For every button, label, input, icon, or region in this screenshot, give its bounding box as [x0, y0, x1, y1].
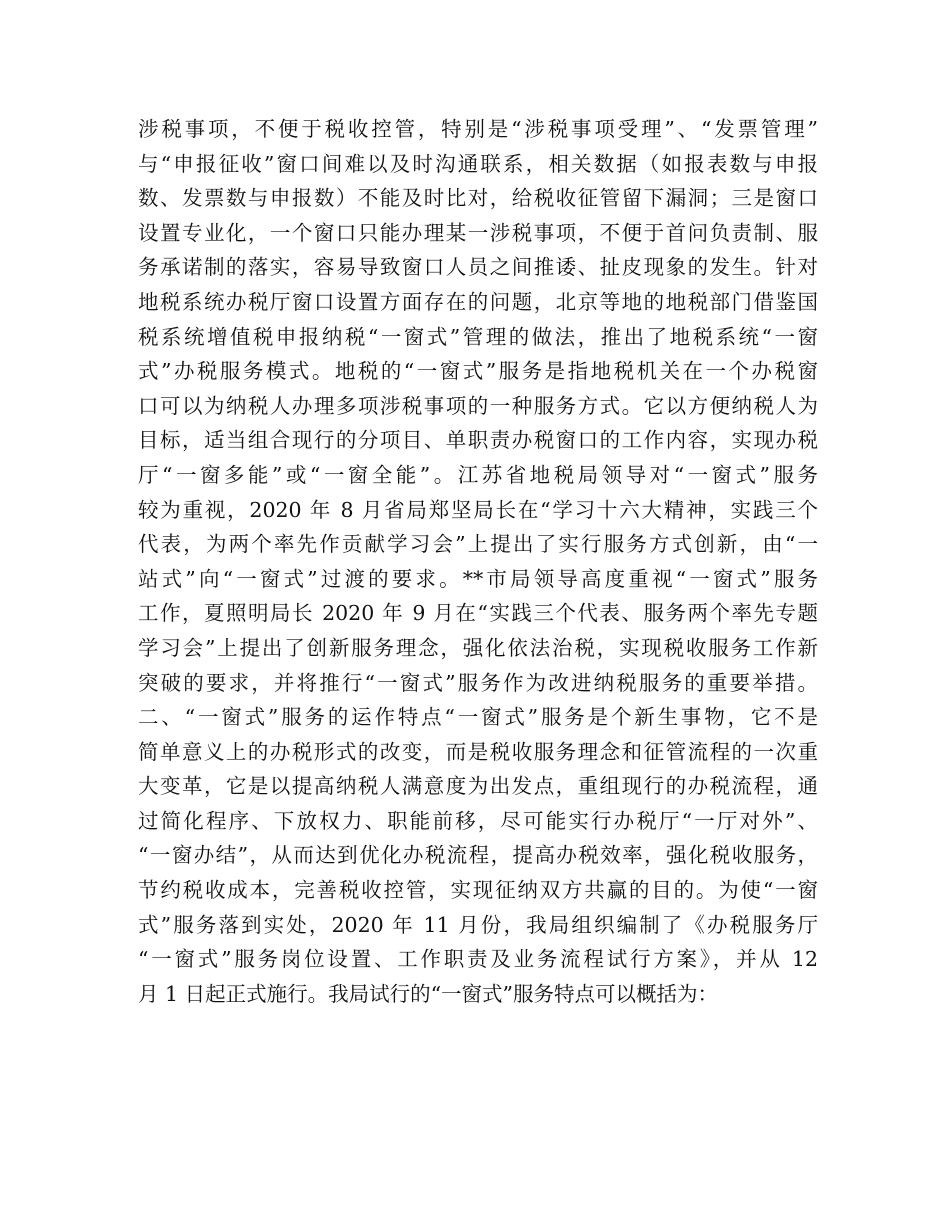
text-line-10: 目标，适当组合现行的分项目、单职责办税窗口的工作内容，实现办税	[138, 428, 818, 453]
text-line-23: 节约税收成本，完善税收控管，实现征纳双方共赢的目的。为使“一窗	[138, 878, 818, 903]
text-line-26: 月 1 日起正式施行。我局试行的“一窗式”服务特点可以概括为：	[138, 981, 719, 1006]
text-line-8: 式”办税服务模式。地税的“一窗式”服务是指地税机关在一个办税窗	[138, 359, 818, 384]
text-line-17: 突破的要求，并将推行“一窗式”服务作为改进纳税服务的重要举措。	[138, 670, 818, 695]
text-line-7: 税系统增值税申报纳税“一窗式”管理的做法，推出了地税系统“一窗	[138, 324, 818, 349]
text-line-3: 数、发票数与申报数）不能及时比对，给税收征管留下漏洞；三是窗口	[138, 186, 818, 211]
text-line-25: “一窗式”服务岗位设置、工作职责及业务流程试行方案》，并从 12	[138, 947, 818, 972]
text-line-12: 较为重视，2020 年 8 月省局郑坚局长在“学习十六大精神，实践三个	[138, 497, 818, 522]
text-line-16: 学习会”上提出了创新服务理念，强化依法治税，实现税收服务工作新	[138, 635, 818, 660]
text-line-4: 设置专业化，一个窗口只能办理某一涉税事项，不便于首问负责制、服	[138, 220, 818, 245]
body-text	[138, 112, 818, 1011]
text-line-19: 简单意义上的办税形式的改变，而是税收服务理念和征管流程的一次重	[138, 739, 818, 764]
text-line-9: 口可以为纳税人办理多项涉税事项的一种服务方式。它以方便纳税人为	[138, 393, 818, 418]
text-line-6: 地税系统办税厅窗口设置方面存在的问题，北京等地的地税部门借鉴国	[138, 289, 818, 314]
text-line-22: “一窗办结”，从而达到优化办税流程，提高办税效率，强化税收服务，	[138, 843, 818, 868]
text-line-20: 大变革，它是以提高纳税人满意度为出发点，重组现行的办税流程，通	[138, 774, 818, 799]
text-line-24: 式”服务落到实处，2020 年 11 月份，我局组织编制了《办税服务厅	[138, 912, 818, 937]
text-line-13: 代表，为两个率先作贡献学习会”上提出了实行服务方式创新，由“一	[138, 532, 818, 557]
text-line-1: 涉税事项，不便于税收控管，特别是“涉税事项受理”、“发票管理”	[138, 117, 818, 141]
text-line-11: 厅“一窗多能”或“一窗全能”。江苏省地税局领导对“一窗式”服务	[138, 462, 818, 487]
text-line-5: 务承诺制的落实，容易导致窗口人员之间推诿、扯皮现象的发生。针对	[138, 255, 818, 280]
text-line-18: 二、“一窗式”服务的运作特点“一窗式”服务是个新生事物，它不是	[138, 705, 818, 730]
text-line-2: 与“申报征收”窗口间难以及时沟通联系，相关数据（如报表数与申报	[138, 151, 818, 176]
text-line-21: 过简化程序、下放权力、职能前移，尽可能实行办税厅“一厅对外”、	[138, 808, 818, 833]
text-line-14: 站式”向“一窗式”过渡的要求。**市局领导高度重视“一窗式”服务	[138, 566, 818, 591]
text-line-15: 工作，夏照明局长 2020 年 9 月在“实践三个代表、服务两个率先专题	[138, 601, 818, 626]
